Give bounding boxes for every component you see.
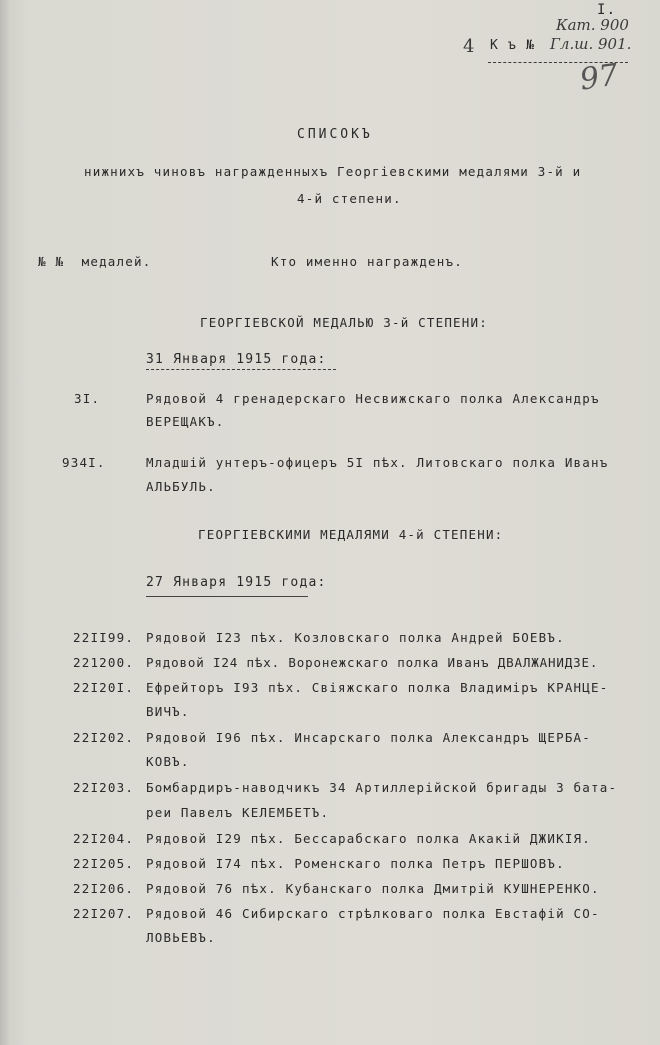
medal-number: 22I207. xyxy=(73,906,135,921)
medal-number: 221200. xyxy=(73,655,135,670)
entry-line-1: Рядовой I23 пѣх. Козловскаго полка Андрей БОЕВЪ. xyxy=(146,630,565,645)
entry-line-2: ВЕРЕЩАКЪ. xyxy=(146,414,225,429)
medal-number: 22II99. xyxy=(73,630,135,645)
entry-line-1: Рядовой I29 пѣх. Бессарабскаго полка Акакій ДЖИКІЯ. xyxy=(146,831,592,846)
prefix-number: 4 xyxy=(463,36,475,57)
medal-number: 22I204. xyxy=(73,831,135,846)
section-heading-4th-degree: ГЕОРГІЕВСКИМИ МЕДАЛЯМИ 4-й СТЕПЕНИ: xyxy=(198,527,504,542)
entry-line-1: Рядовой I96 пѣх. Инсарскаго полка Александръ ЩЕРБА- xyxy=(146,730,592,745)
entry-line-1: Рядовой 4 гренадерскаго Несвижскаго полка Александръ xyxy=(146,391,600,406)
medal-number: 3I. xyxy=(74,391,101,406)
entry-line-1: Бомбардиръ-наводчикъ 34 Артиллерійской бригады 3 бата- xyxy=(146,780,618,795)
section-date-3rd-degree: 31 Января 1915 года: xyxy=(146,352,327,367)
medal-number: 22I206. xyxy=(73,881,135,896)
entry-line-1: Рядовой I24 пѣх. Воронежскаго полка Иванъ ДВАЛЖАНИДЗЕ. xyxy=(146,655,599,670)
medal-number: 22I20I. xyxy=(73,680,135,695)
section-date-4th-degree: 27 Января 1915 года: xyxy=(146,575,327,590)
section-heading-3rd-degree: ГЕОРГІЕВСКОЙ МЕДАЛЬЮ 3-й СТЕПЕНИ: xyxy=(200,315,488,330)
medal-number: 22I202. xyxy=(73,730,135,745)
catalog-label: Кат. 900 xyxy=(556,16,629,34)
document-title: СПИСОКЪ xyxy=(297,127,373,142)
medal-number: 934I. xyxy=(62,455,106,470)
entry-line-1: Младшій унтеръ-офицеръ 5I пѣх. Литовскаго полка Иванъ xyxy=(146,455,609,470)
medal-number: 22I205. xyxy=(73,856,135,871)
entry-line-2: ВИЧЪ. xyxy=(146,704,190,719)
entry-line-1: Рядовой 76 пѣх. Кубанскаго полка Дмитрій КУШНЕРЕНКО. xyxy=(146,881,600,896)
folio-number: 97 xyxy=(577,57,621,98)
entry-line-1: Рядовой I74 пѣх. Роменскаго полка Петръ ПЕРШОВЪ. xyxy=(146,856,565,871)
entry-line-2: реи Павелъ КЕЛЕМБЕТЪ. xyxy=(146,805,330,820)
entry-line-2: КОВЪ. xyxy=(146,754,190,769)
subtitle-line-1: нижнихъ чиновъ награжденныхъ Георгіевскими медалями 3-й и xyxy=(84,164,582,179)
sheet-number: I. xyxy=(597,2,617,18)
column-header-awardee: Кто именно награжденъ. xyxy=(271,254,463,269)
entry-line-1: Ефрейторъ I93 пѣх. Свіяжскаго полка Владиміръ КРАНЦЕ- xyxy=(146,680,609,695)
medal-number: 22I203. xyxy=(73,780,135,795)
reference-number: Гл.ш. 901. xyxy=(550,35,632,53)
subtitle-line-2: 4-й степени. xyxy=(297,191,402,206)
entry-line-2: АЛЬБУЛЬ. xyxy=(146,479,216,494)
date-underline-4th-degree xyxy=(146,596,308,597)
date-underline-3rd-degree xyxy=(146,369,336,370)
column-header-medal-numbers: № № медалей. xyxy=(38,254,152,269)
reference-label: К ъ № xyxy=(490,38,536,53)
entry-line-2: ЛОВЬЕВЪ. xyxy=(146,930,216,945)
entry-line-1: Рядовой 46 Сибирскаго стрѣлковаго полка Евстафій СО- xyxy=(146,906,600,921)
